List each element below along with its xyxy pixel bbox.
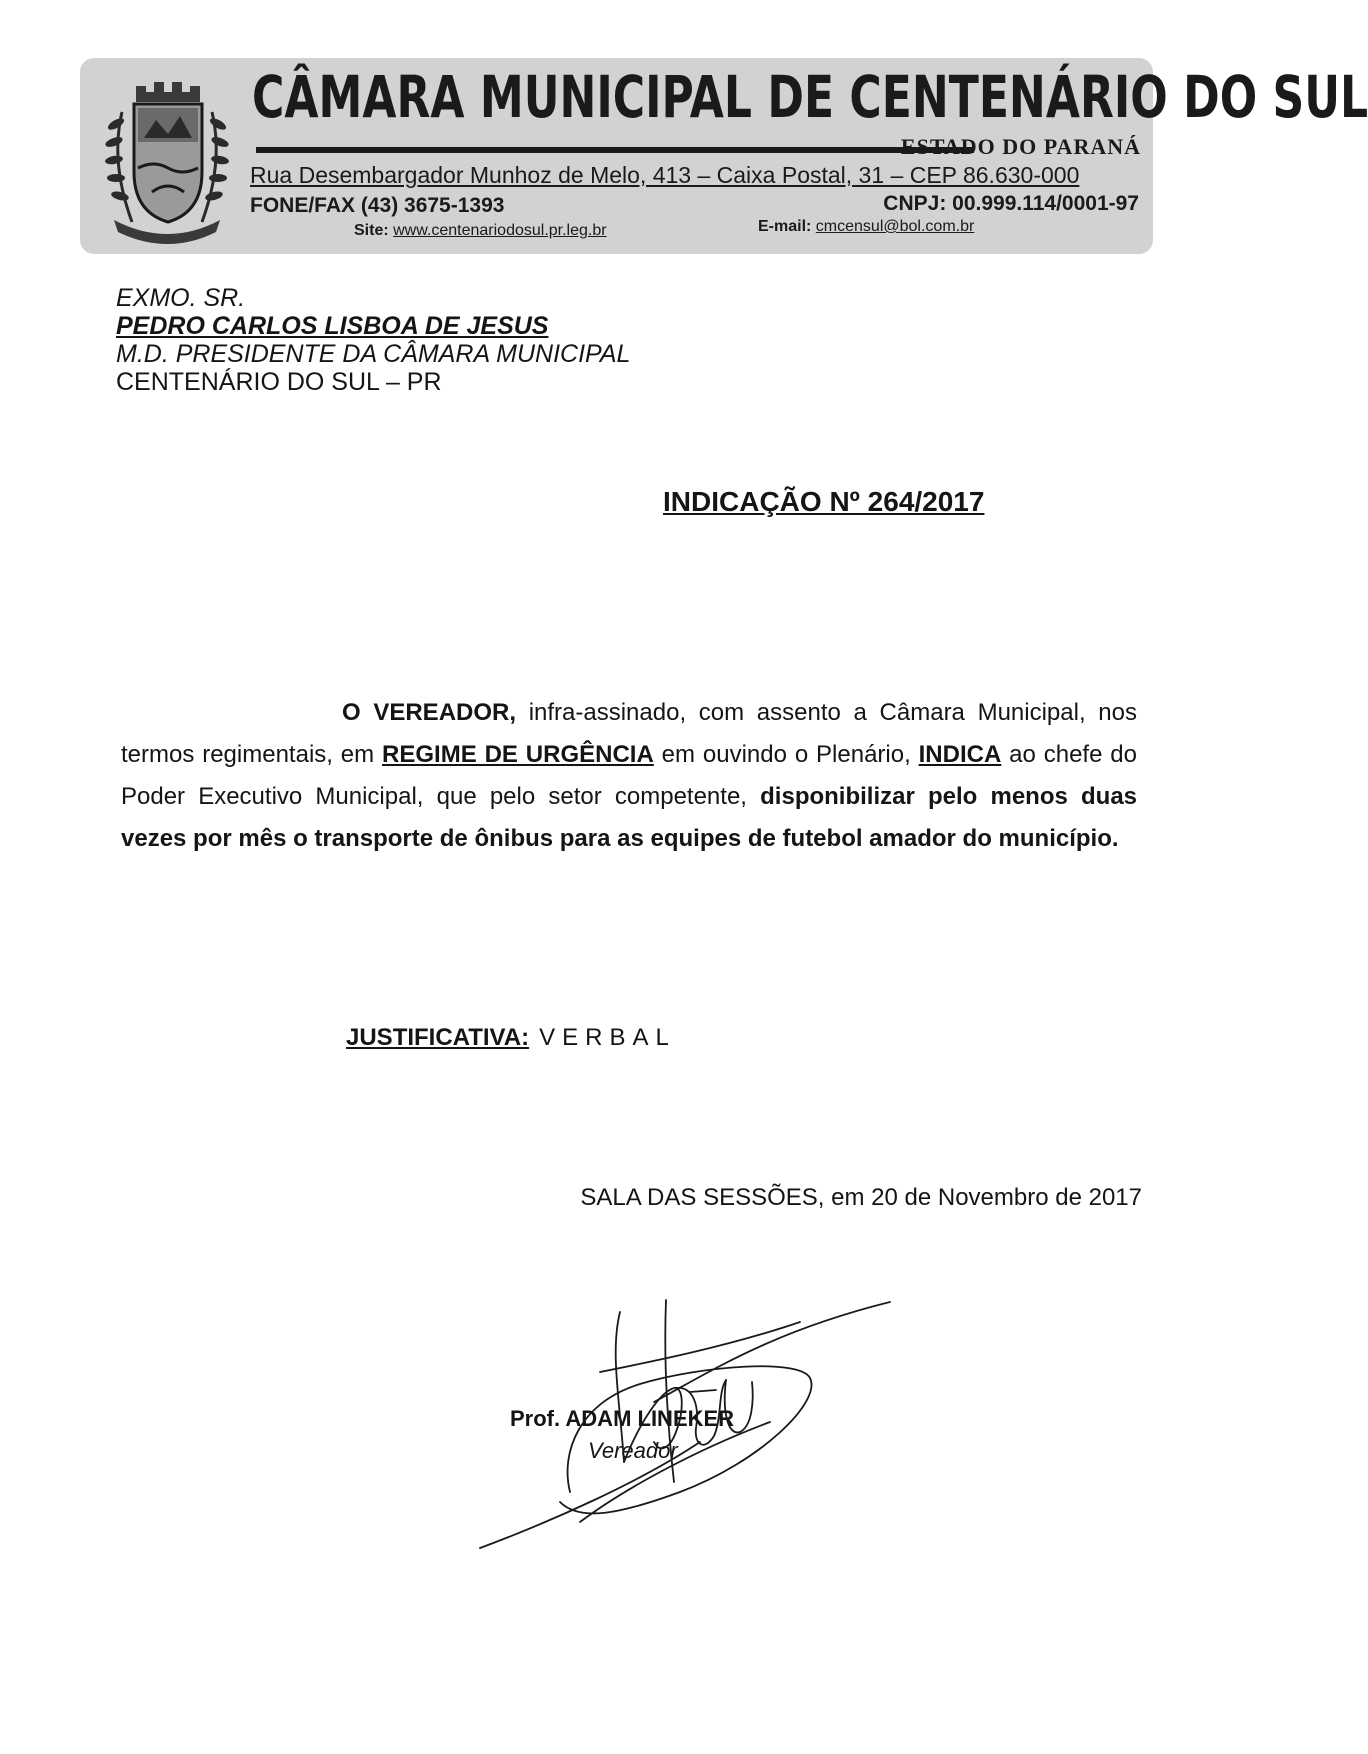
website-label: Site: <box>354 222 389 239</box>
session-date-line: SALA DAS SESSÕES, em 20 de Novembro de 2017 <box>580 1184 1142 1211</box>
municipal-coat-of-arms-icon <box>92 72 242 248</box>
state-name: ESTADO DO PARANÁ <box>900 134 1141 159</box>
document-title: INDICAÇÃO Nº 264/2017 <box>663 486 985 517</box>
postal-address: Rua Desembargador Munhoz de Melo, 413 – Caixa Postal, 31 – CEP 86.630-000 <box>250 162 1080 188</box>
indica-keyword: INDICA <box>918 741 1002 768</box>
cnpj-number: CNPJ: 00.999.114/0001-97 <box>883 192 1139 215</box>
phone-fax: FONE/FAX (43) 3675-1393 <box>250 194 505 217</box>
website <box>354 222 607 240</box>
justification-label: JUSTIFICATIVA: <box>346 1024 530 1051</box>
email-link[interactable]: cmcensul@bol.com.br <box>815 218 975 235</box>
body-text-3: ao chefe do Poder Executivo Municipal, que pelo setor competente, <box>121 741 1138 810</box>
website-link[interactable]: www.centenariodosul.pr.leg.br <box>393 222 607 239</box>
body-text-2: em ouvindo o Plenário, <box>653 741 919 768</box>
salutation: EXMO. SR. <box>116 284 246 312</box>
indication-body <box>121 692 1137 860</box>
signer-name: Prof. ADAM LINEKER <box>510 1406 735 1431</box>
justification-value: VERBAL <box>539 1024 676 1051</box>
addressee-role: M.D. PRESIDENTE DA CÂMARA MUNICIPAL <box>116 340 631 368</box>
letterhead <box>80 58 1368 254</box>
addressee-block <box>116 284 630 396</box>
body-text-1: infra-assinado, com assento a Câmara Municipal, nos termos regimentais, em <box>121 699 1137 768</box>
body-subject: O VEREADOR, <box>342 699 517 726</box>
title-rule <box>256 147 974 153</box>
handwritten-signature <box>470 1292 890 1562</box>
addressee-city: CENTENÁRIO DO SUL – PR <box>116 368 442 396</box>
email <box>758 218 974 236</box>
urgency-regime: REGIME DE URGÊNCIA <box>382 741 654 768</box>
addressee-name: PEDRO CARLOS LISBOA DE JESUS <box>116 312 549 340</box>
signer-role: Vereador <box>588 1438 678 1463</box>
request-text: disponibilizar pelo menos duas vezes por mês o transporte de ônibus para as equipes de futebol amador do município. <box>121 783 1138 852</box>
chamber-title: CÂMARA MUNICIPAL DE CENTENÁRIO DO SUL <box>252 63 1368 131</box>
justification <box>346 1024 676 1052</box>
email-label: E-mail: <box>758 218 812 235</box>
